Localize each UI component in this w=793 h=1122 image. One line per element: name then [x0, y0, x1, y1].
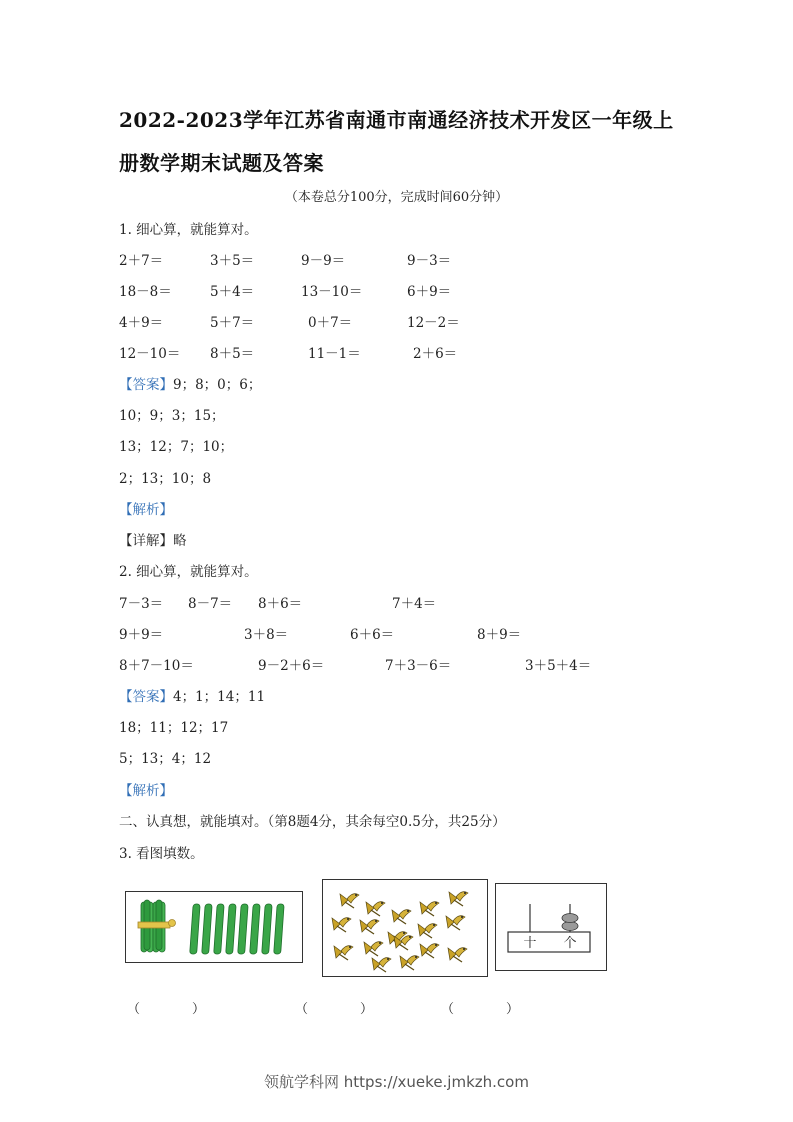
abacus-illustration: [496, 884, 606, 970]
bird-icon: [448, 948, 467, 962]
q2-expr: 9＋9＝: [119, 627, 164, 643]
q2-expr: 3＋5＋4＝: [525, 658, 592, 674]
q1-analysis-tag: 【解析】: [119, 502, 173, 518]
q2-answer-line: [119, 685, 265, 705]
sticks-illustration: [126, 892, 302, 962]
detail-tag: 【详解】: [119, 533, 173, 549]
abacus-ones-beads: [562, 914, 578, 931]
q1-expr: 11－1＝: [308, 346, 361, 362]
q2-answer-text: 5；13；4；12: [119, 751, 212, 767]
q1-answer-text: 13；12；7；10；: [119, 439, 234, 455]
document-title-line2: 册数学期末试题及答案: [119, 151, 324, 175]
q1-expr: 3＋5＝: [210, 253, 255, 269]
answer-blank-abacus[interactable]: （ ）: [441, 1002, 520, 1017]
birds-picture: [322, 879, 488, 977]
q1-expr: 5＋4＝: [210, 284, 255, 300]
q1-answer-text: 9；8；0；6；: [173, 377, 262, 393]
q1-expr: 13－10＝: [301, 284, 363, 300]
stick: [250, 904, 260, 954]
bird-icon: [340, 894, 359, 908]
sticks-picture: [125, 891, 303, 963]
q3-heading: 3. 看图填数。: [119, 846, 204, 862]
q1-answer-line: [119, 373, 261, 393]
q2-expr: 7＋3－6＝: [385, 658, 452, 674]
q1-expr: 4＋9＝: [119, 315, 164, 331]
q2-heading: 2. 细心算，就能算对。: [119, 564, 258, 580]
detail-text: 略: [173, 533, 187, 549]
section-heading: 二、认真想，就能填对。（第8题4分，其余每空0.5分，共25分）: [119, 814, 506, 830]
q2-expr: 9－2＋6＝: [258, 658, 325, 674]
answer-blank-birds[interactable]: （ ）: [295, 1002, 374, 1017]
q2-answer-text: 4；1；14；11: [173, 689, 266, 705]
q2-expr: 8＋7－10＝: [119, 658, 194, 674]
answer-blank-sticks[interactable]: （ ）: [127, 1002, 206, 1017]
q1-answer-text: 10；9；3；15；: [119, 408, 225, 424]
answer-tag: 【答案】: [119, 689, 173, 705]
q1-expr: 2＋7＝: [119, 253, 164, 269]
answer-tag: 【答案】: [119, 377, 173, 393]
stick: [238, 904, 248, 954]
bird-icon: [420, 902, 439, 916]
q2-analysis-tag: 【解析】: [119, 783, 173, 799]
q1-expr: 18－8＝: [119, 284, 172, 300]
q1-expr: 12－2＝: [407, 315, 460, 331]
q2-expr: 3＋8＝: [244, 627, 289, 643]
stick: [274, 904, 284, 954]
q2-expr: 8＋9＝: [477, 627, 522, 643]
birds-illustration: [323, 880, 487, 976]
q1-detail-line: [119, 529, 187, 549]
q1-expr: 9－3＝: [407, 253, 452, 269]
footer-watermark: 领航学科网 https://xueke.jmkzh.com: [264, 1073, 529, 1091]
bird-icon: [449, 892, 468, 906]
bird-icon: [394, 936, 413, 950]
q1-expr: 9－9＝: [301, 253, 346, 269]
stick-bundle: [138, 900, 176, 952]
q2-expr: 7－3＝: [119, 596, 164, 612]
q1-expr: 2＋6＝: [413, 346, 458, 362]
stick: [214, 904, 224, 954]
abacus-ones-label: 个: [563, 936, 577, 951]
bird-icon: [334, 946, 353, 960]
abacus-base: [508, 932, 590, 952]
document-title-line1: 2022-2023学年江苏省南通市南通经济技术开发区一年级上: [119, 108, 674, 132]
bird-icon: [400, 956, 419, 970]
q2-expr: 8－7＝: [188, 596, 233, 612]
q1-expr: 12－10＝: [119, 346, 181, 362]
bird-icon: [332, 918, 351, 932]
q1-answer-text: 2；13；10；8: [119, 471, 212, 487]
q2-expr: 8＋6＝: [258, 596, 303, 612]
abacus-tens-label: 十: [523, 936, 537, 951]
q1-expr: 8＋5＝: [210, 346, 255, 362]
loose-sticks: [190, 904, 284, 954]
bird-icon: [372, 958, 391, 972]
bird-icon: [392, 910, 411, 924]
q2-expr: 7＋4＝: [392, 596, 437, 612]
bird-icon: [364, 942, 383, 956]
bird-icon: [446, 916, 465, 930]
stick: [202, 904, 212, 954]
stick: [262, 904, 272, 954]
q2-expr: 6＋6＝: [350, 627, 395, 643]
q2-answer-text: 18；11；12；17: [119, 720, 229, 736]
abacus-bead: [562, 914, 578, 923]
bird-icon: [418, 924, 437, 938]
q1-heading: 1. 细心算，就能算对。: [119, 222, 258, 238]
q1-expr: 5＋7＝: [210, 315, 255, 331]
stick: [190, 904, 200, 954]
bird-icon: [366, 902, 385, 916]
exam-info: （本卷总分100分，完成时间60分钟）: [284, 190, 509, 205]
stick: [226, 904, 236, 954]
bird-icon: [420, 944, 439, 958]
q1-expr: 6＋9＝: [407, 284, 452, 300]
bird-icon: [360, 920, 379, 934]
q1-expr: 0＋7＝: [308, 315, 353, 331]
abacus-picture: [495, 883, 607, 971]
